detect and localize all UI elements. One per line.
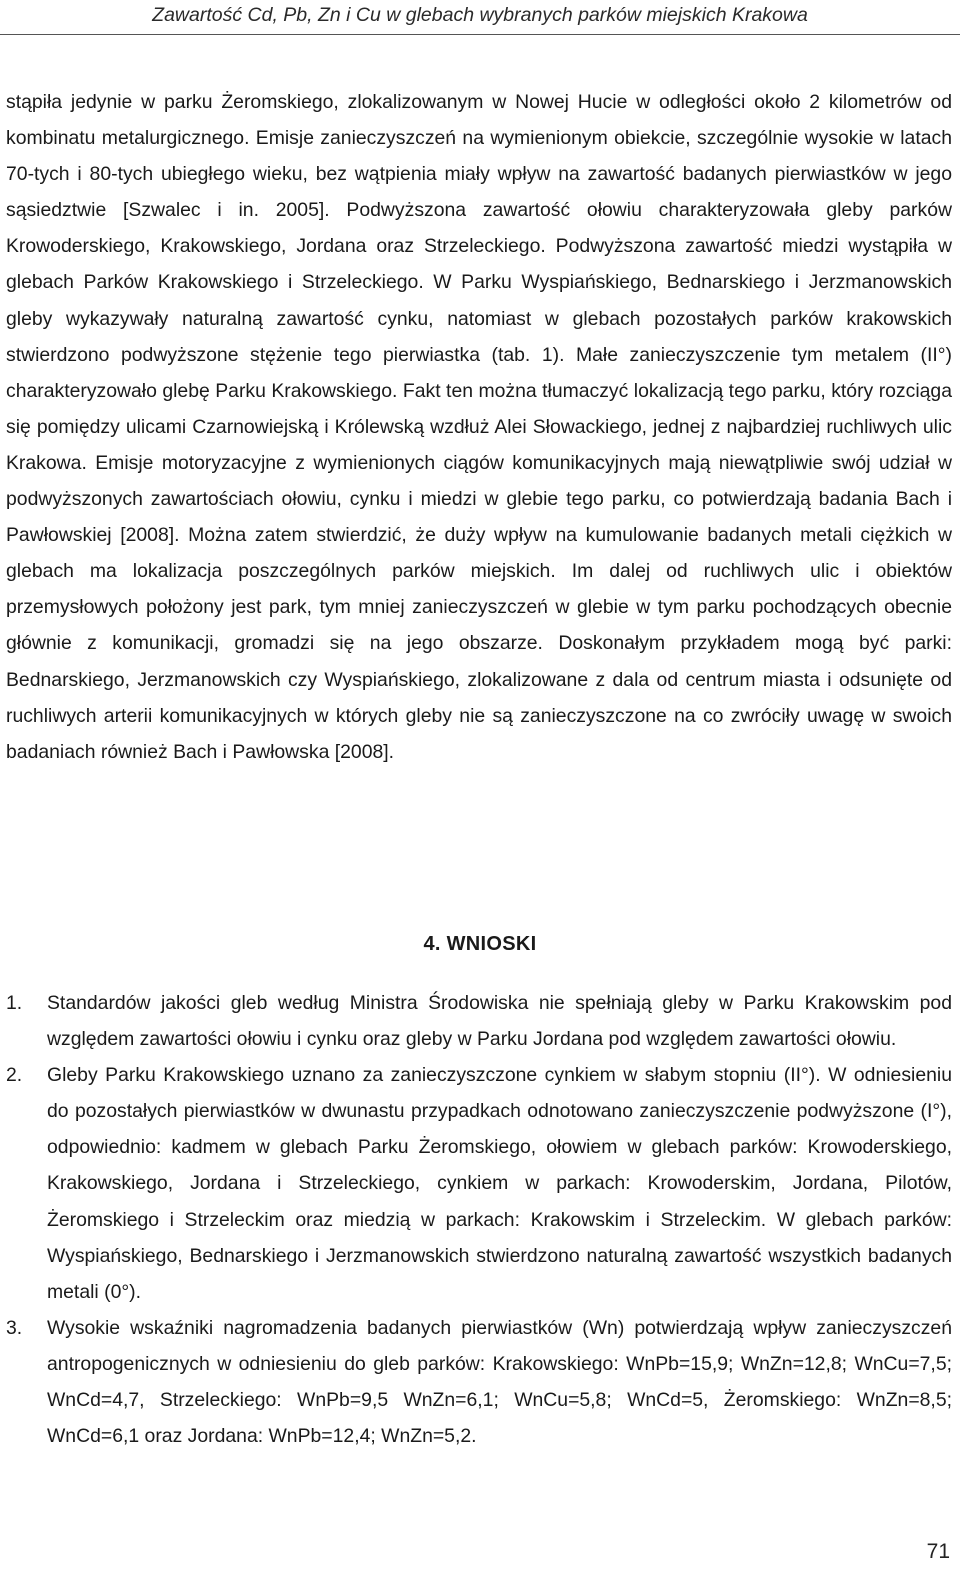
conclusion-text: Standardów jakości gleb według Ministra Środowiska nie spełniają gleby w Parku Krakowskim pod względem zawartości ołowiu i cynku oraz gleby w Parku Jordana pod względem zawartości ołowiu. [47, 992, 952, 1051]
conclusion-number: 1. [6, 992, 23, 1014]
body-paragraph: stąpiła jedynie w parku Żeromskiego, zlokalizowanym w Nowej Hucie w odległości około 2 kilometrów od kombinatu metalurgicznego. Emisje zanieczyszczeń na wymienionym obiekcie, szczególnie wysokie w latach 70-tych i 80-tych ubiegłego wieku, bez wątpienia miały wpływ na zawartość badanych pierwiastków w jego sąsiedztwie [Szwalec i in. 2005]. Podwyższona zawartość ołowiu charakteryzowała gleby parków Krowoderskiego, Krakowskiego, Jordana oraz Strzeleckiego. Podwyższona zawartość miedzi wystąpiła w glebach Parków Krakowskiego i Strzeleckiego. W Parku Wyspiańskiego, Bednarskiego i Jerzmanowskich gleby wykazywały naturalną zawartość cynku, natomiast w glebach pozostałych parków krakowskich stwierdzono podwyższone stężenie tego pierwiastka (tab. 1). Małe zanieczyszczenie tym metalem (II°) charakteryzowało glebę Parku Krakowskiego. Fakt ten można tłumaczyć lokalizacją tego parku, który rozciąga się pomiędzy ulicami Czarnowiejską i Królewską wzdłuż Alei Słowackiego, jednej z najbardziej ruchliwych ulic Krakowa. Emisje motoryzacyjne z wymienionych ciągów komunikacyjnych mają niewątpliwie swój udział w podwyższonych zawartościach ołowiu, cynku i miedzi w glebie tego parku, co potwierdzają badania Bach i Pawłowskiej [2008]. Można zatem stwierdzić, że duży wpływ na kumulowanie badanych metali ciężkich w glebach ma lokalizacja poszczególnych parków miejskich. Im dalej od ruchliwych ulic i obiektów przemysłowych położony jest park, tym mniej zanieczyszczeń w glebie w tym parku pochodzących obecnie głównie z komunikacji, gromadzi się na jego obszarze. Doskonałym przykładem mogą być parki: Bednarskiego, Jerzmanowskich czy Wyspiańskiego, zlokalizowane z dala od centrum miasta i odsunięte od ruchliwych arterii komunikacyjnych w których gleby nie są zanieczyszczone na co zwróciły uwagę w swoich badaniach również Bach i Pawłowska [2008]. [6, 91, 952, 763]
conclusions-list [6, 985, 952, 1454]
header-divider [0, 34, 960, 35]
conclusion-item-3 [6, 1310, 952, 1454]
section-heading-conclusions: 4. WNIOSKI [423, 933, 537, 955]
conclusion-text: Wysokie wskaźniki nagromadzenia badanych pierwiastków (Wn) potwierdzają wpływ zanieczyszczeń antropogenicznych w odniesieniu do gleb parków: Krakowskiego: WnPb=15,9; WnZn=12,8; WnCu=7,5; WnCd=4,7, Strzeleckiego: WnPb=9,5 WnZn=6,1; WnCu=5,8; WnCd=5, Żeromskiego: WnZn=8,5; WnCd=6,1 oraz Jordana: WnPb=12,4; WnZn=5,2. [47, 1316, 952, 1448]
conclusion-text: Gleby Parku Krakowskiego uznano za zanieczyszczone cynkiem w słabym stopniu (II°). W odniesieniu do pozostałych pierwiastków w dwunastu przypadkach odnotowano zanieczyszczenie podwyższone (I°), odpowiednio: kadmem w glebach Parku Żeromskiego, ołowiem w glebach parków: Krowoderskiego, Krakowskiego, Jordana i Strzeleckiego, cynkiem w parkach: Krowoderskim, Jordana, Pilotów, Żeromskiego i Strzeleckim oraz miedzią w parkach: Krakowskim i Strzeleckim. W glebach parków: Wyspiańskiego, Bednarskiego i Jerzmanowskich stwierdzono naturalną zawartość wszystkich badanych metali (0°). [47, 1064, 952, 1303]
conclusion-item-2 [6, 1057, 952, 1310]
conclusion-number: 3. [6, 1316, 23, 1339]
conclusion-item-1 [6, 985, 952, 1057]
page-number: 71 [926, 1540, 950, 1563]
conclusion-number: 2. [6, 1064, 23, 1087]
running-header: Zawartość Cd, Pb, Zn i Cu w glebach wybranych parków miejskich Krakowa [152, 4, 808, 26]
